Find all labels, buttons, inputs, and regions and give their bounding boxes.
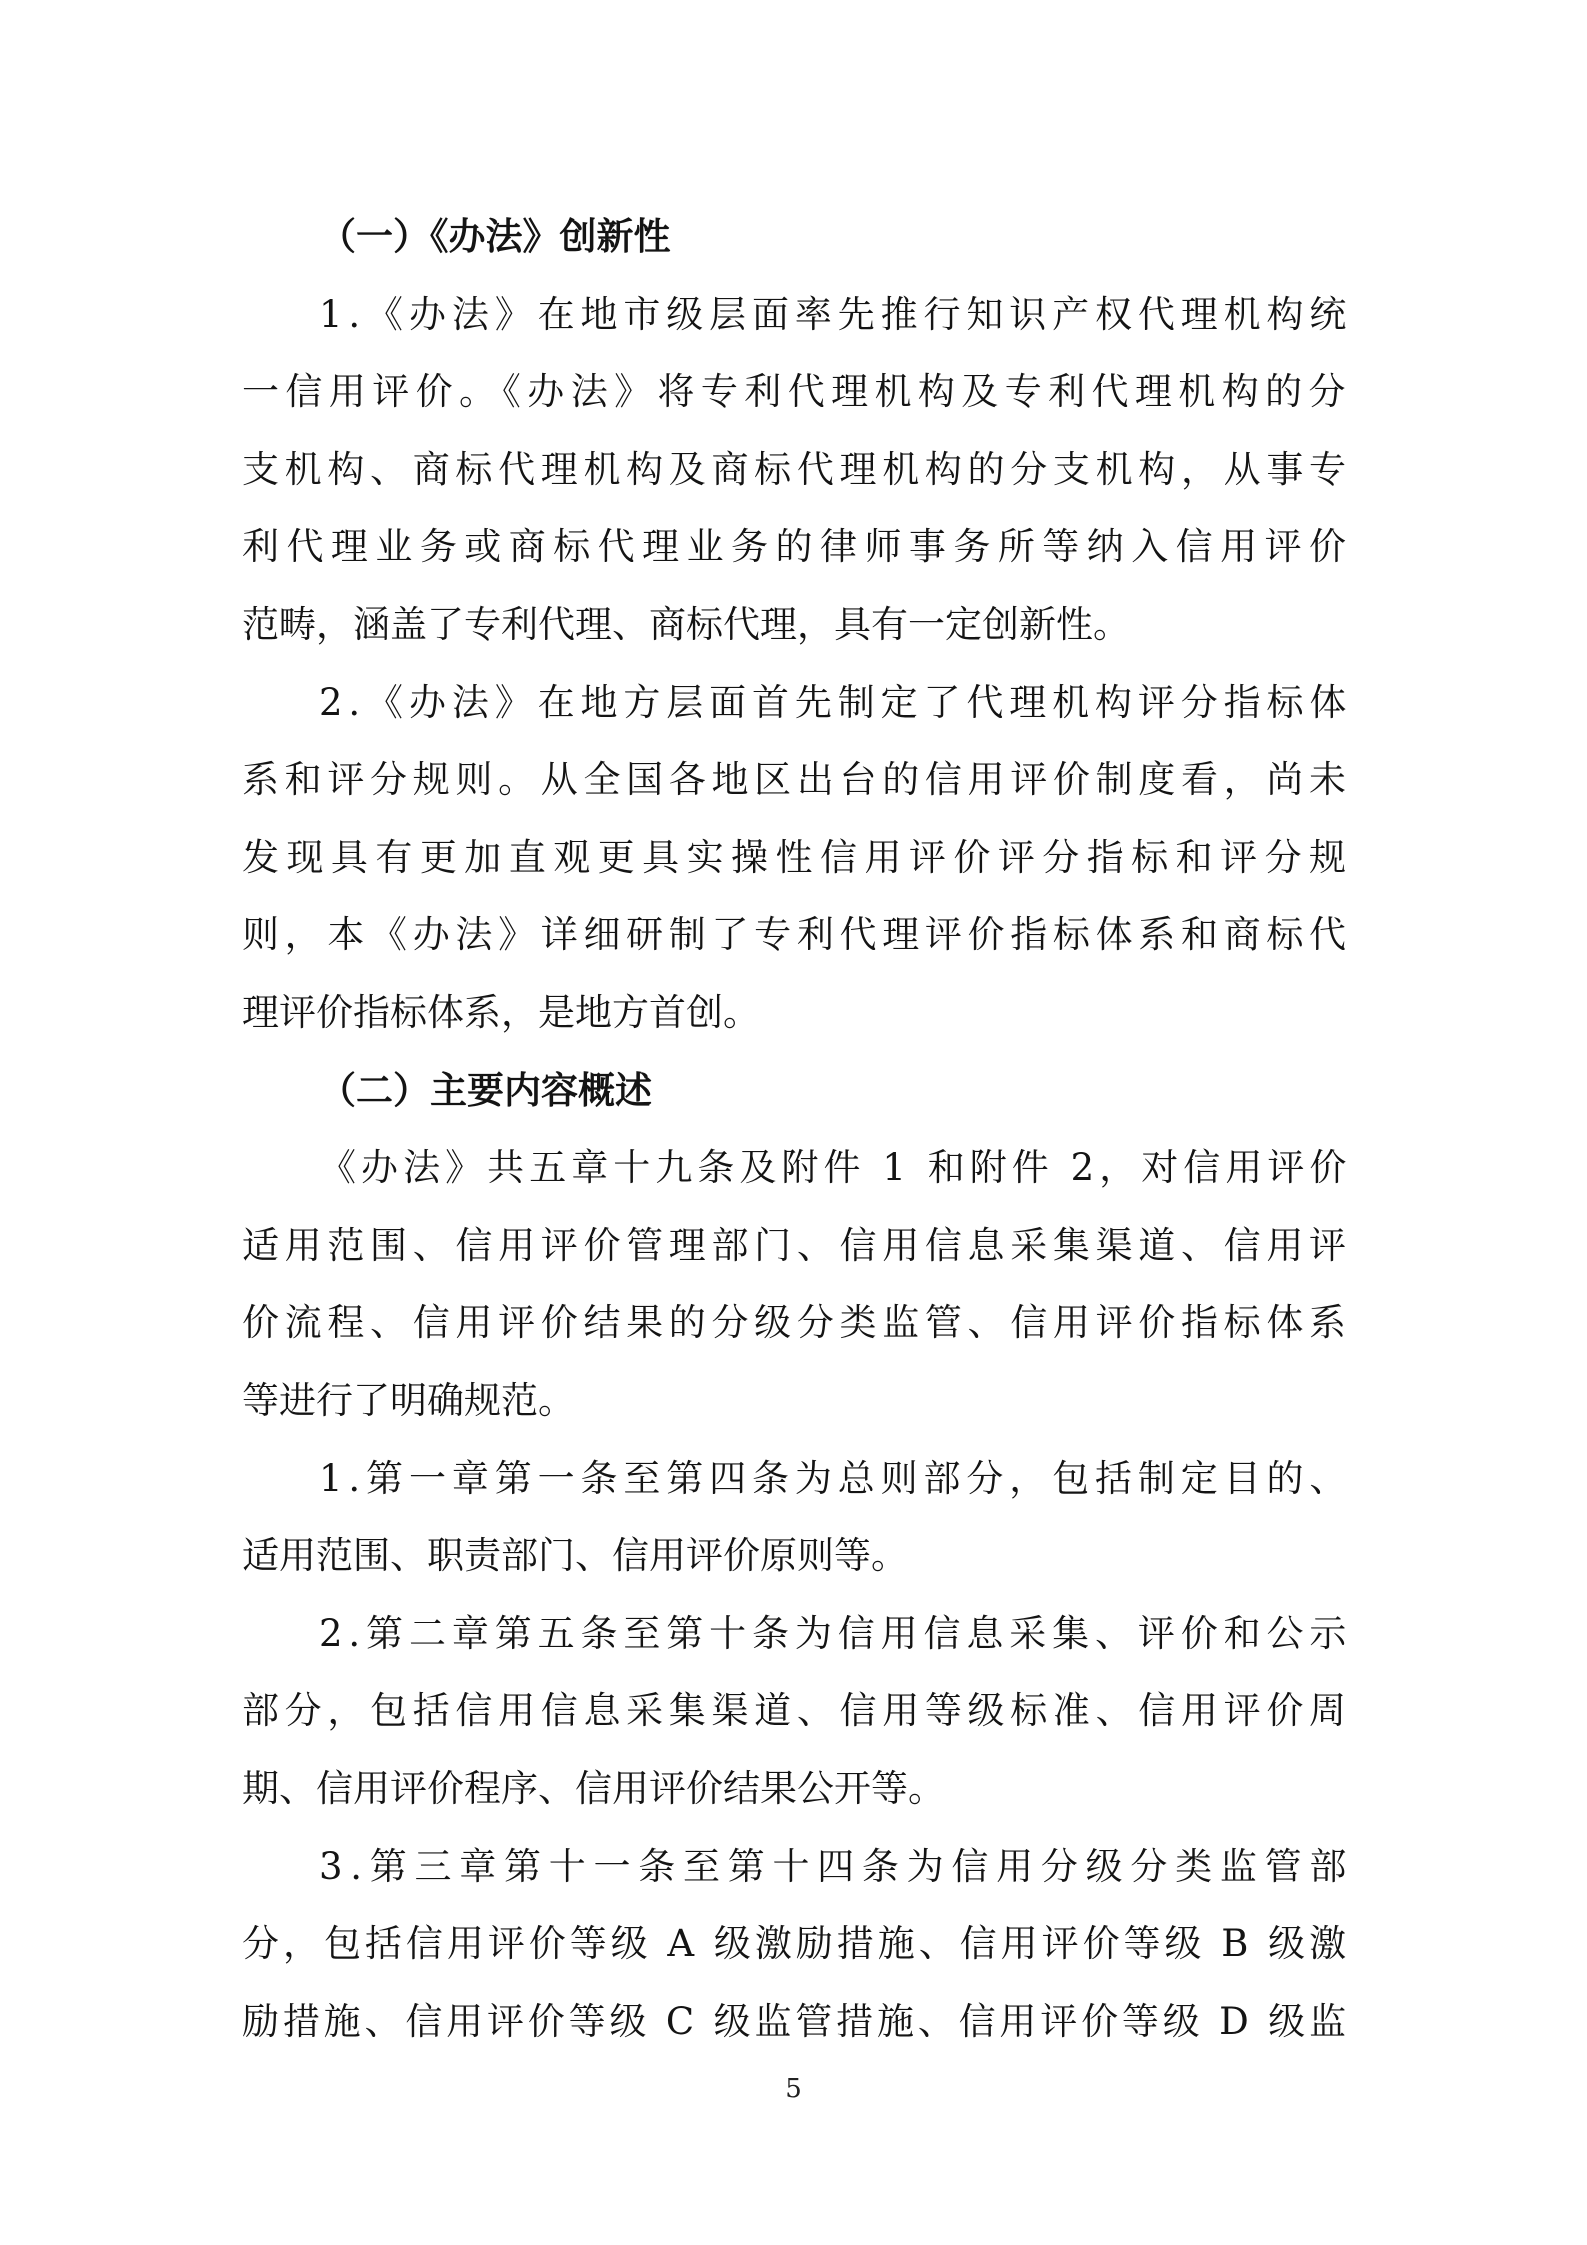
paragraph-line: 支机构、商标代理机构及商标代理机构的分支机构，从事专 xyxy=(242,447,1352,491)
paragraph-line: 适用范围、信用评价管理部门、信用信息采集渠道、信用评 xyxy=(242,1223,1352,1267)
paragraph-line: 3.第三章第十一条至第十四条为信用分级分类监管部 xyxy=(319,1844,1355,1888)
paragraph-line: 1.《办法》在地市级层面率先推行知识产权代理机构统 xyxy=(319,292,1353,336)
paragraph-line: 一信用评价。《办法》将专利代理机构及专利代理机构的分 xyxy=(242,370,1352,414)
paragraph-line: 理评价指标体系，是地方首创。 xyxy=(242,991,760,1034)
paragraph-line: 等进行了明确规范。 xyxy=(242,1379,575,1422)
paragraph-line: 利代理业务或商标代理业务的律师事务所等纳入信用评价 xyxy=(242,525,1354,569)
paragraph-line: 《办法》共五章十九条及附件 1 和附件 2，对信用评价 xyxy=(319,1146,1352,1190)
paragraph-line: 范畴，涵盖了专利代理、商标代理，具有一定创新性。 xyxy=(242,603,1130,646)
paragraph-line: 期、信用评价程序、信用评价结果公开等。 xyxy=(242,1767,945,1810)
paragraph-line: 发现具有更加直观更具实操性信用评价评分指标和评分规 xyxy=(242,835,1354,879)
paragraph-line: 分，包括信用评价等级 A 级激励措施、信用评价等级 B 级激 xyxy=(242,1922,1351,1966)
paragraph-line: 2.第二章第五条至第十条为信用信息采集、评价和公示 xyxy=(319,1611,1353,1655)
paragraph-line: 部分，包括信用信息采集渠道、信用等级标准、信用评价周 xyxy=(242,1689,1352,1733)
paragraph-line: 适用范围、职责部门、信用评价原则等。 xyxy=(242,1534,908,1578)
paragraph-line: 则，本《办法》详细研制了专利代理评价指标体系和商标代 xyxy=(242,913,1352,957)
section-heading: （一）《办法》创新性 xyxy=(319,215,671,258)
paragraph-line: 1.第一章第一条至第四条为总则部分，包括制定目的、 xyxy=(319,1456,1353,1500)
paragraph-line: 励措施、信用评价等级 C 级监管措施、信用评价等级 D 级监 xyxy=(242,1999,1350,2043)
paragraph-line: 系和评分规则。从全国各地区出台的信用评价制度看，尚未 xyxy=(242,758,1352,802)
section-heading: （二）主要内容概述 xyxy=(319,1068,652,1112)
paragraph-line: 2.《办法》在地方层面首先制定了代理机构评分指标体 xyxy=(319,680,1353,724)
page-number: 5 xyxy=(785,2074,802,2104)
paragraph-line: 价流程、信用评价结果的分级分类监管、信用评价指标体系 xyxy=(242,1301,1352,1345)
